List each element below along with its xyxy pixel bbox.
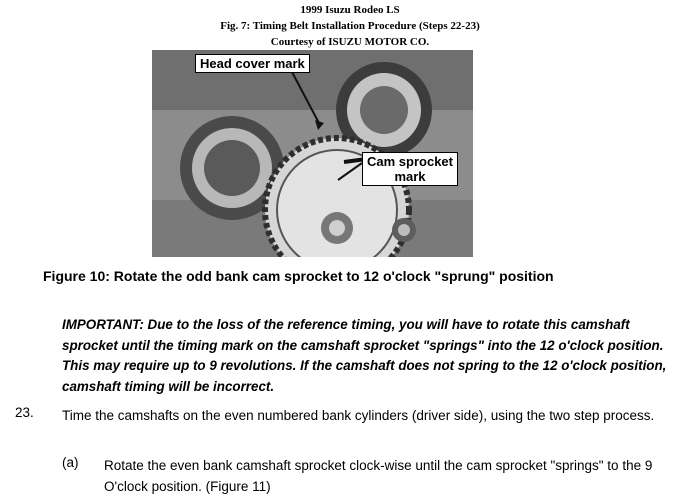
important-note: IMPORTANT: Due to the loss of the reference timing, you will have to rotate this camshaft sprocket until the timing mark on the camshaft sprocket "springs" into the 12 o'clock position. This may require up to 9 revolutions. If the camshaft does not spring to the 12 o'clock position, camshaft timing will be incorrect.	[62, 317, 667, 394]
step-number: 23.	[15, 405, 34, 420]
document-header	[0, 2, 700, 50]
sprocket-photo	[152, 50, 473, 257]
header-figure-title: Fig. 7: Timing Belt Installation Procedure (Steps 22-23)	[220, 20, 480, 32]
cam-sprocket-mark-label	[362, 152, 458, 186]
header-courtesy: Courtesy of ISUZU MOTOR CO.	[270, 36, 430, 48]
cam-sprocket-label-line1: Cam sprocket	[367, 154, 453, 169]
step-text: Time the camshafts on the even numbered bank cylinders (driver side), using the two step process.	[62, 408, 655, 423]
header-title: 1999 Isuzu Rodeo LS	[300, 4, 400, 16]
figure-caption: Figure 10: Rotate the odd bank cam sprocket to 12 o'clock "sprung" position	[43, 268, 554, 284]
cam-sprocket-label-line2: mark	[394, 169, 426, 184]
head-cover-mark-label: Head cover mark	[195, 54, 310, 73]
substep-letter: (a)	[62, 455, 79, 470]
substep-text: Rotate the even bank camshaft sprocket clock-wise until the cam sprocket "springs" to the 9 O'clock position. (Figure 11)	[104, 458, 653, 494]
